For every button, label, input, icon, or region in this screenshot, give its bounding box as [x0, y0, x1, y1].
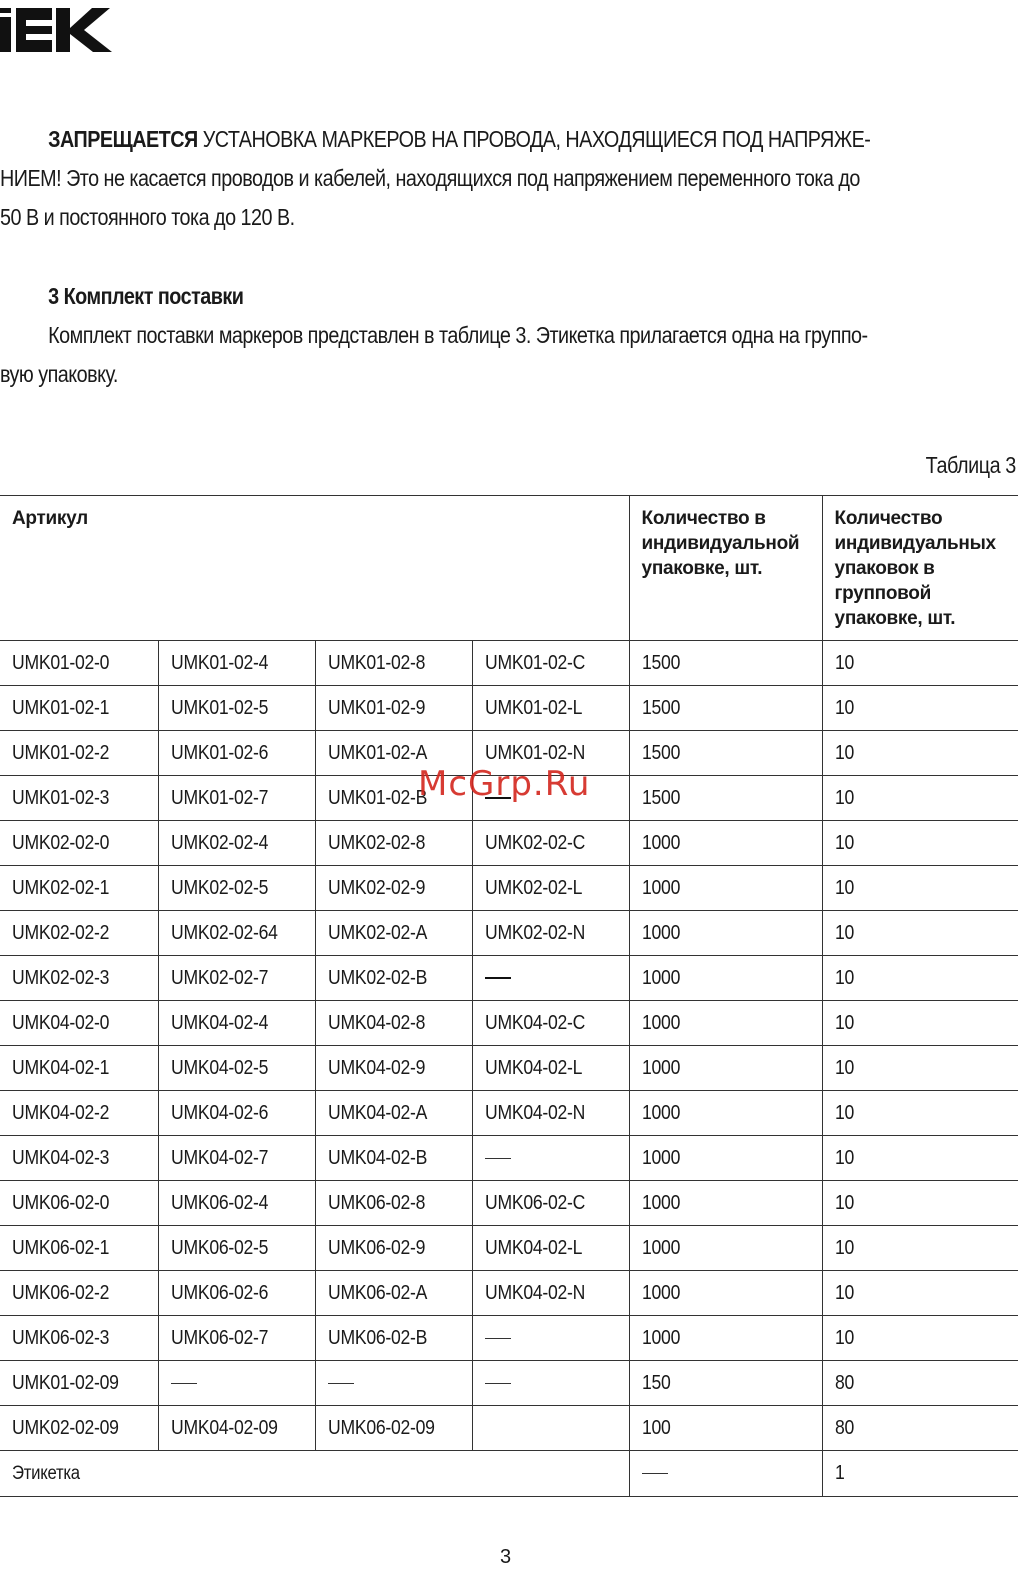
table-cell: [472, 1136, 629, 1181]
table-cell: [472, 1361, 629, 1406]
table-cell: UMK04-02-8: [315, 1001, 472, 1046]
table-cell: UMK02-02-7: [158, 956, 315, 1001]
table-cell: UMK04-02-B: [315, 1136, 472, 1181]
table-cell: 10: [822, 1181, 1018, 1226]
table-cell: UMK02-02-0: [0, 821, 158, 866]
table-cell: UMK01-02-7: [158, 776, 315, 821]
table-cell: UMK02-02-5: [158, 866, 315, 911]
table-cell: UMK02-02-3: [0, 956, 158, 1001]
table-cell: UMK01-02-9: [315, 686, 472, 731]
table-row: [0, 1181, 1018, 1226]
table-cell: 10: [822, 686, 1018, 731]
table-cell: UMK06-02-8: [315, 1181, 472, 1226]
table-cell: UMK01-02-09: [0, 1361, 158, 1406]
table-cell: UMK02-02-C: [472, 821, 629, 866]
table-cell: UMK04-02-L: [472, 1226, 629, 1271]
table-cell: UMK01-02-N: [472, 731, 629, 776]
table-cell: UMK06-02-9: [315, 1226, 472, 1271]
section-line1: Комплект поставки маркеров представлен в таблице 3. Этикетка прилагается одна на группо-: [48, 322, 868, 348]
table-cell: 150: [629, 1361, 822, 1406]
table-cell: 10: [822, 866, 1018, 911]
table-row: [0, 1406, 1018, 1451]
table-row: [0, 956, 1018, 1001]
table-cell: UMK02-02-9: [315, 866, 472, 911]
table-row: [0, 1091, 1018, 1136]
table-cell: [472, 956, 629, 1001]
section-paragraph: [0, 316, 1017, 394]
table-cell: 1500: [629, 641, 822, 686]
label-cell: Этикетка: [0, 1451, 629, 1497]
table-cell: 10: [822, 731, 1018, 776]
label-qty-cell: [629, 1451, 822, 1497]
section-heading-block: [0, 277, 875, 316]
table-row: [0, 911, 1018, 956]
table-cell: 1000: [629, 1181, 822, 1226]
dash-mark: [485, 1383, 511, 1384]
table-cell: 1000: [629, 1226, 822, 1271]
table-cell: UMK01-02-3: [0, 776, 158, 821]
warning-bold: ЗАПРЕЩАЕТСЯ: [48, 126, 198, 152]
table-cell: UMK01-02-4: [158, 641, 315, 686]
table-header-row: [0, 496, 1018, 641]
table-cell: UMK06-02-5: [158, 1226, 315, 1271]
table-row: [0, 866, 1018, 911]
table-cell: UMK06-02-0: [0, 1181, 158, 1226]
table-cell: UMK02-02-4: [158, 821, 315, 866]
table-cell: UMK04-02-6: [158, 1091, 315, 1136]
table-cell: 1000: [629, 911, 822, 956]
section-heading: 3 Комплект поставки: [48, 283, 244, 309]
table-cell: 10: [822, 1091, 1018, 1136]
table-cell: UMK06-02-3: [0, 1316, 158, 1361]
table-cell: UMK02-02-8: [315, 821, 472, 866]
table-cell: UMK06-02-7: [158, 1316, 315, 1361]
table-cell: UMK04-02-1: [0, 1046, 158, 1091]
table-cell: 10: [822, 821, 1018, 866]
table-cell: UMK02-02-09: [0, 1406, 158, 1451]
table-cell: UMK01-02-6: [158, 731, 315, 776]
table-cell: 10: [822, 1046, 1018, 1091]
table-cell: 10: [822, 1001, 1018, 1046]
table-cell: 1000: [629, 1091, 822, 1136]
table-cell: 10: [822, 1136, 1018, 1181]
table-row: [0, 1271, 1018, 1316]
table-cell: 10: [822, 1271, 1018, 1316]
table-cell: UMK04-02-0: [0, 1001, 158, 1046]
table-cell: UMK02-02-A: [315, 911, 472, 956]
table-cell: UMK02-02-B: [315, 956, 472, 1001]
table-cell: UMK01-02-0: [0, 641, 158, 686]
table-cell: UMK04-02-3: [0, 1136, 158, 1181]
table-row: [0, 1046, 1018, 1091]
table-row: [0, 686, 1018, 731]
table-cell: 1000: [629, 1001, 822, 1046]
table-cell: 10: [822, 776, 1018, 821]
table-cell: UMK04-02-09: [158, 1406, 315, 1451]
table-cell: 10: [822, 1316, 1018, 1361]
table-cell: 1500: [629, 731, 822, 776]
table-cell: [158, 1361, 315, 1406]
table-cell: UMK04-02-C: [472, 1001, 629, 1046]
header-qty-group: Количество индивидуальных упаковок в групповой упаковке, шт.: [822, 496, 1018, 641]
table-caption: Таблица 3: [925, 452, 1016, 478]
table-cell: UMK01-02-8: [315, 641, 472, 686]
table-cell: UMK06-02-4: [158, 1181, 315, 1226]
table-cell: UMK01-02-1: [0, 686, 158, 731]
table-cell: 1500: [629, 686, 822, 731]
table-cell: 10: [822, 911, 1018, 956]
table-cell: 1000: [629, 1271, 822, 1316]
table-cell: 1000: [629, 866, 822, 911]
table-cell: UMK01-02-B: [315, 776, 472, 821]
page-number: 3: [500, 1546, 512, 1568]
table-cell: 100: [629, 1406, 822, 1451]
warning-line1: УСТАНОВКА МАРКЕРОВ НА ПРОВОДА, НАХОДЯЩИЕСЯ ПОД НАПРЯЖЕ-: [197, 126, 871, 152]
table-cell: UMK04-02-7: [158, 1136, 315, 1181]
table-cell: 1000: [629, 1046, 822, 1091]
warning-line2: НИЕМ! Это не касается проводов и кабелей, находящихся под напряжением переменного тока до: [0, 165, 860, 191]
table-cell: UMK06-02-A: [315, 1271, 472, 1316]
table-cell: UMK04-02-2: [0, 1091, 158, 1136]
table-cell: UMK02-02-64: [158, 911, 315, 956]
dash-mark: [485, 1158, 511, 1159]
table-cell: 1000: [629, 956, 822, 1001]
table-cell: UMK06-02-C: [472, 1181, 629, 1226]
table-cell: UMK01-02-A: [315, 731, 472, 776]
table-cell: 1000: [629, 1136, 822, 1181]
table-cell: UMK04-02-N: [472, 1091, 629, 1136]
watermark: McGrp.Ru: [418, 764, 591, 804]
table-cell: UMK04-02-L: [472, 1046, 629, 1091]
dash-mark: [642, 1473, 668, 1474]
table-cell: UMK02-02-L: [472, 866, 629, 911]
table-cell: UMK01-02-L: [472, 686, 629, 731]
table-cell: UMK04-02-4: [158, 1001, 315, 1046]
table-row: [0, 1001, 1018, 1046]
table-cell: UMK01-02-2: [0, 731, 158, 776]
table-cell: 1000: [629, 1316, 822, 1361]
table-cell: UMK02-02-N: [472, 911, 629, 956]
label-grp-cell: 1: [822, 1451, 1018, 1497]
table-cell: UMK01-02-5: [158, 686, 315, 731]
table-cell: UMK01-02-C: [472, 641, 629, 686]
table-row: [0, 1226, 1018, 1271]
table-cell: 10: [822, 641, 1018, 686]
table-cell: UMK02-02-1: [0, 866, 158, 911]
table-cell: UMK06-02-09: [315, 1406, 472, 1451]
dash-mark: [485, 1338, 511, 1339]
iek-logo: [0, 0, 115, 56]
table-cell: UMK02-02-2: [0, 911, 158, 956]
dash-mark: [171, 1383, 197, 1384]
warning-paragraph: [0, 120, 1017, 237]
table-cell: 10: [822, 956, 1018, 1001]
table-cell: [472, 1406, 629, 1451]
table-row: [0, 1316, 1018, 1361]
table-cell: UMK06-02-1: [0, 1226, 158, 1271]
table-cell: 1000: [629, 821, 822, 866]
table-cell: UMK06-02-B: [315, 1316, 472, 1361]
table-row: [0, 821, 1018, 866]
table-cell: 10: [822, 1226, 1018, 1271]
table-cell: UMK06-02-6: [158, 1271, 315, 1316]
table-cell: 80: [822, 1406, 1018, 1451]
table-cell: UMK06-02-2: [0, 1271, 158, 1316]
dash-mark: [328, 1383, 354, 1384]
warning-line3: 50 В и постоянного тока до 120 В.: [0, 204, 295, 230]
header-article: Артикул: [0, 496, 629, 641]
table-cell: [315, 1361, 472, 1406]
table-cell: UMK04-02-N: [472, 1271, 629, 1316]
dash-mark: [485, 977, 511, 979]
table-cell: UMK04-02-9: [315, 1046, 472, 1091]
table-row: [0, 1136, 1018, 1181]
table-row: [0, 1361, 1018, 1406]
table-cell: UMK04-02-5: [158, 1046, 315, 1091]
label-row: [0, 1451, 1018, 1497]
header-qty-individual: Количество в индивидуальной упаковке, шт.: [629, 496, 822, 641]
section-line2: вую упаковку.: [0, 361, 118, 387]
table-cell: [472, 1316, 629, 1361]
table-cell: 80: [822, 1361, 1018, 1406]
table-row: [0, 641, 1018, 686]
delivery-table: [0, 495, 1018, 1497]
table-cell: UMK04-02-A: [315, 1091, 472, 1136]
table-cell: 1500: [629, 776, 822, 821]
